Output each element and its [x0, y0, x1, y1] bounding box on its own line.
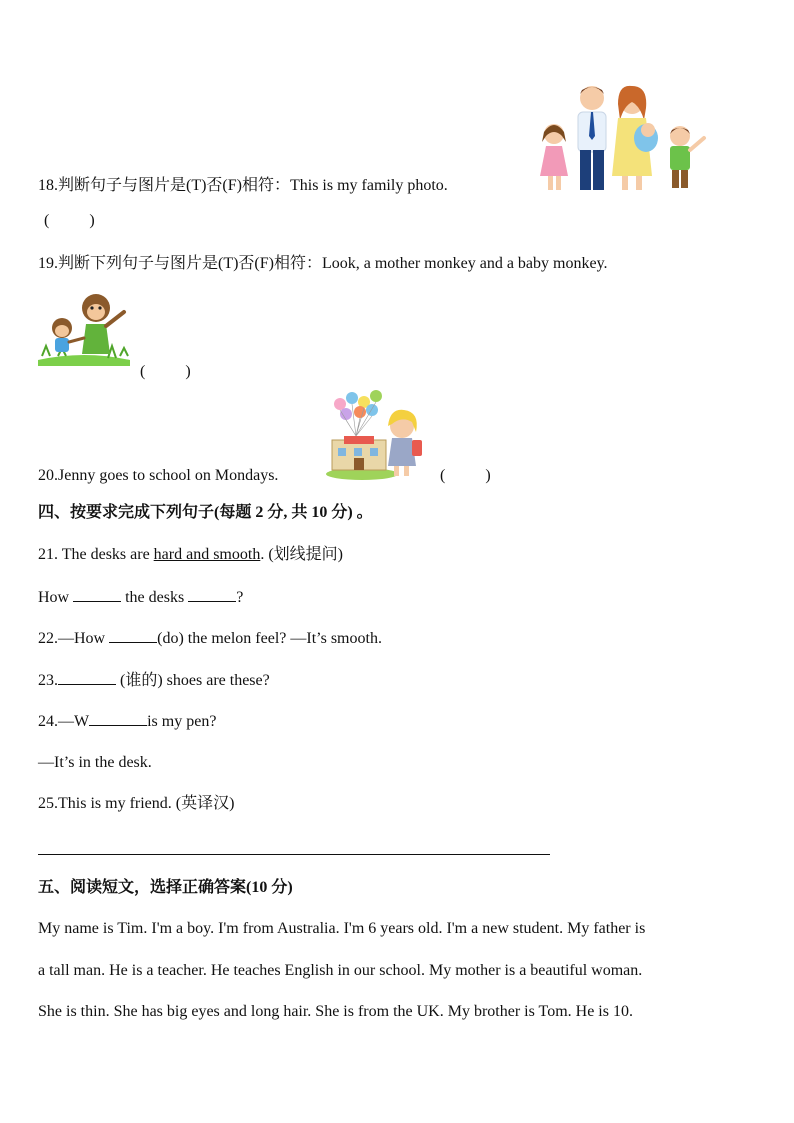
question-22-part1: 22.—How — [38, 630, 110, 647]
question-21-answer-part3: ? — [236, 589, 244, 606]
family-illustration — [536, 80, 712, 194]
section-4-title: 四、按要求完成下列句子(每题 2 分, 共 10 分) 。 — [38, 504, 373, 521]
passage-line-3: She is thin. She has big eyes and long hair. She is from the UK. My brother is Tom. He is 10. — [38, 1003, 633, 1020]
question-20-text: 20.Jenny goes to school on Mondays. — [38, 467, 279, 484]
question-22-blank[interactable] — [109, 628, 157, 643]
question-21-blank-2[interactable] — [188, 587, 236, 602]
question-23-part1: 23. — [38, 672, 58, 689]
question-24-blank[interactable] — [89, 711, 147, 726]
section-5-title: 五、阅读短文，选择正确答案(10 分) — [38, 879, 293, 896]
question-18-text: 18.判断句子与图片是(T)否(F)相符：This is my family photo. — [38, 177, 448, 194]
question-24-answer: —It’s in the desk. — [38, 754, 152, 771]
question-20 — [38, 466, 278, 486]
question-21-answer-part2: the desks — [121, 589, 189, 606]
question-18 — [38, 176, 448, 196]
question-23-blank[interactable] — [58, 670, 116, 685]
question-19 — [38, 254, 608, 274]
monkeys-illustration — [38, 286, 130, 372]
question-22 — [38, 628, 382, 649]
question-21-blank-1[interactable] — [73, 587, 121, 602]
question-20-answer-blank[interactable]: ( ) — [440, 467, 491, 484]
school-girl-balloons-illustration — [326, 392, 430, 482]
question-21-answer — [38, 587, 243, 608]
question-25: 25.This is my friend. (英译汉) — [38, 795, 235, 812]
passage-line-1: My name is Tim. I'm a boy. I'm from Australia. I'm 6 years old. I'm a new student. My father is — [38, 920, 646, 937]
passage-line-2: a tall man. He is a teacher. He teaches English in our school. My mother is a beautiful woman. — [38, 962, 643, 979]
question-21-prefix: 21. The desks are — [38, 546, 154, 563]
question-23-part2: (谁的) shoes are these? — [116, 672, 270, 689]
question-22-part2: (do) the melon feel? —It’s smooth. — [157, 630, 382, 647]
question-18-answer-blank[interactable]: ( ) — [44, 212, 95, 229]
question-19-text: 19.判断下列句子与图片是(T)否(F)相符：Look, a mother monkey and a baby monkey. — [38, 255, 608, 272]
question-21 — [38, 545, 343, 565]
question-23 — [38, 670, 270, 691]
question-24-part1: 24.—W — [38, 713, 90, 730]
question-24-part2: is my pen? — [147, 713, 217, 730]
question-24 — [38, 711, 216, 732]
question-21-answer-part1: How — [38, 589, 74, 606]
question-21-underlined: hard and smooth — [153, 546, 261, 563]
question-25-answer-line[interactable] — [38, 854, 550, 855]
question-21-suffix: . (划线提问) — [260, 546, 343, 563]
question-19-answer-blank[interactable]: ( ) — [140, 363, 191, 380]
